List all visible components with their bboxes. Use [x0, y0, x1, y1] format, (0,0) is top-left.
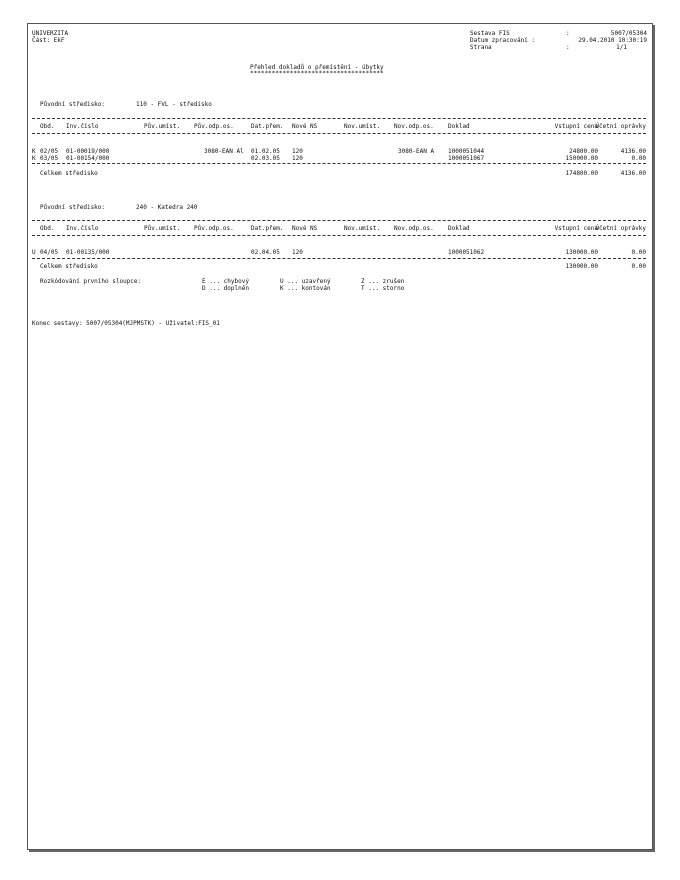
rule: [32, 258, 646, 259]
total-label: Celkem středisko: [40, 170, 98, 177]
page-label: Strana: [470, 44, 492, 51]
org-name: UNIVERZITA: [32, 30, 69, 37]
section-value: 240 - Katedra 240: [136, 204, 198, 211]
report-title: Přehled dokladů o přemístění - úbytky: [250, 64, 384, 71]
legend-item: D ... doplněn: [202, 285, 249, 292]
section-label: Původní středisko:: [40, 101, 106, 108]
legend-item: Z ... zrušen: [361, 278, 405, 285]
legend-item: E ... chybový: [202, 278, 249, 285]
legend-item: T ... storno: [361, 285, 405, 292]
legend-label: Rozkódování prvního sloupce:: [40, 278, 142, 285]
title-underline: *************************************: [250, 70, 384, 77]
rule: [32, 220, 646, 221]
legend-item: K ... kontován: [280, 285, 331, 292]
report-label: Sestava FIS: [470, 30, 510, 37]
total-depreciation: 0.00: [631, 263, 646, 270]
section-label: Původní středisko:: [40, 204, 106, 211]
total-value: 174800.00: [565, 170, 598, 177]
page-number: 1/1: [616, 44, 627, 51]
total-label: Celkem středisko: [40, 263, 98, 270]
report-footer: Konec sestavy: 5007/05304(MJPMSTK) - Uživatel:FIS_01: [32, 320, 220, 327]
rule: [32, 163, 646, 164]
legend-item: U ... uzavřený: [280, 278, 331, 285]
rule: [32, 133, 646, 134]
rule: [32, 235, 646, 236]
report-number: 5007/05304: [610, 30, 647, 37]
rule: [32, 118, 646, 119]
report-sheet: UNIVERZITA Část: EkF Sestava FIS : 5007/05304 Datum zpracování : 29.04.2010 10:30:19 Strana : 1/1 Přehled dokladů o přemístění - úbytky ************************************* Původní středisko: 110 - FVL - středisko Obd. Inv.číslo Pův.umíst. Pův.odp.os. Dat.přem. Nové NS Nov.umíst. Nov.odp.os. Doklad Vstupní cena Účetní oprávky K 02/05 01-00019/000 3080-EAN Al 01.02.05 120 3080-EAN A 1000051044 24800.00 4136.00 K 03/05 01-00154/000 02.03.05 120 1000051067 150000.00 0.00 Celkem středisko 174800.00 4136.00 Původní středisko: 240 - Katedra 240 Obd. Inv.číslo Pův.umíst. Pův.odp.os. Dat.přem. Nové NS Nov.umíst. Nov.odp.os. Doklad Vstupní cena Účetní oprávky U 04/05 01-00135/000 02.04.05 120 1000051062 130000.00 0.00 Celkem středisko 130000.00 0.00 Rozkódování prvního sloupce: E ... chybový D ... doplněn U ... uzavřený K ... kontován Z ... zrušen T ... storno Konec sestavy: 5007/05304(MJPMSTK) - Uživatel:FIS_01: [27, 23, 653, 850]
total-depreciation: 4136.00: [620, 170, 646, 177]
processing-date: 29.04.2010 10:30:19: [578, 37, 647, 44]
date-label: Datum zpracování :: [470, 37, 536, 44]
total-value: 130000.00: [565, 263, 598, 270]
section-value: 110 - FVL - středisko: [136, 101, 212, 108]
part-name: Část: EkF: [32, 37, 65, 44]
